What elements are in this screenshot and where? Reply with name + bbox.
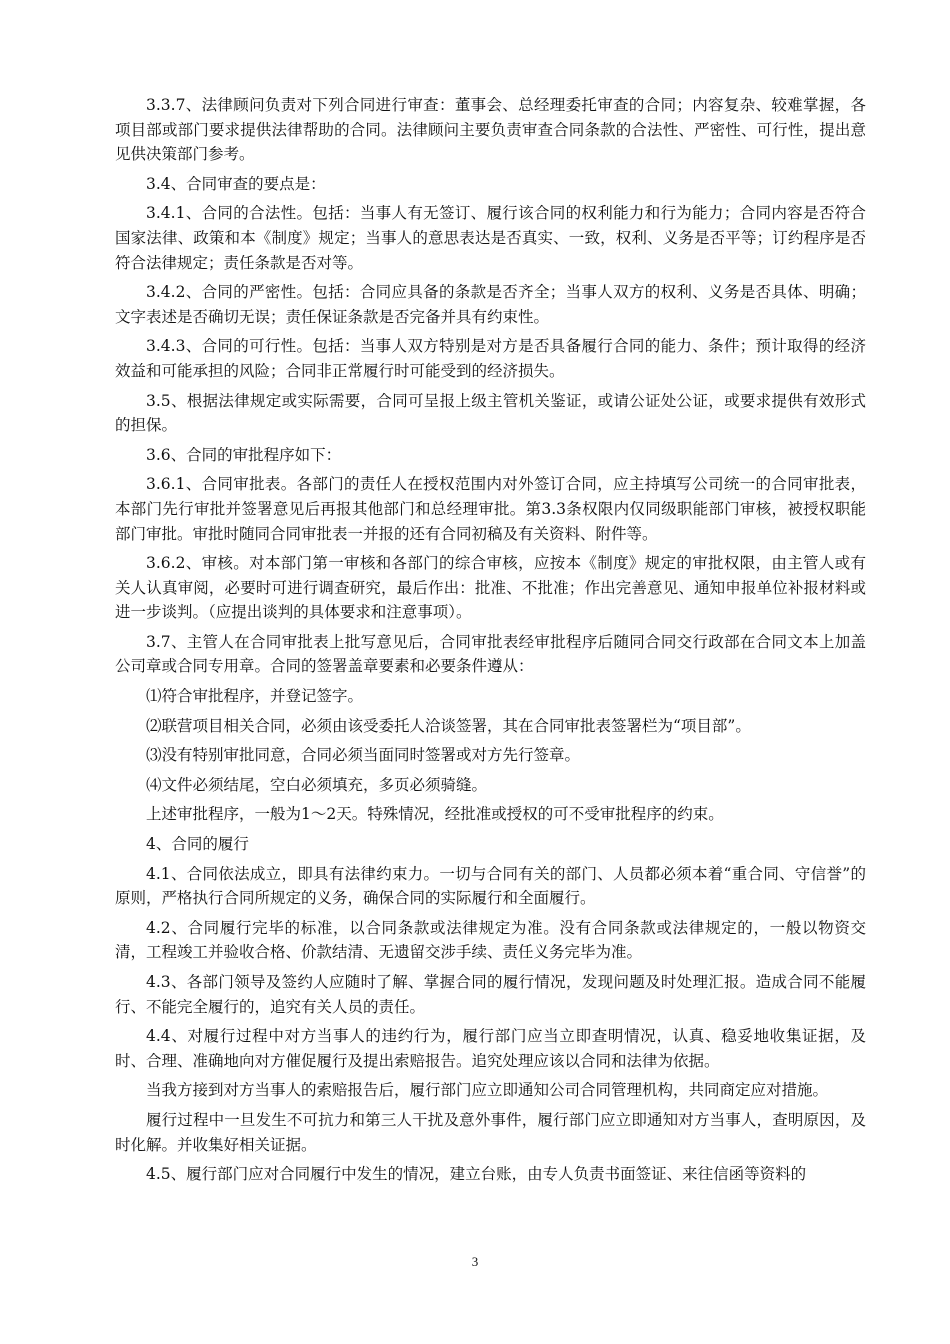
document-body: [115, 93, 866, 1192]
paragraph-3-3-7: 3.3.7、法律顾问负责对下列合同进行审查：董事会、总经理委托审查的合同；内容复杂、较难掌握，各项目部或部门要求提供法律帮助的合同。法律顾问主要负责审查合同条款的合法性、严密性、可行性，提出意见供决策部门参考。: [115, 96, 866, 164]
paragraph-4-1: 4.1、合同依法成立，即具有法律约束力。一切与合同有关的部门、人员都必须本着“重合同、守信誉”的原则，严格执行合同所规定的义务，确保合同的实际履行和全面履行。: [115, 864, 866, 908]
paragraph-3-4-2: 3.4.2、合同的严密性。包括：合同应具备的条款是否齐全；当事人双方的权利、义务是否具体、明确；文字表述是否确切无误；责任保证条款是否完备并具有约束性。: [115, 283, 866, 326]
paragraph-3-4-3: 3.4.3、合同的可行性。包括：当事人双方特别是对方是否具备履行合同的能力、条件；预计取得的经济效益和可能承担的风险；合同非正常履行时可能受到的经济损失。: [115, 337, 866, 380]
paragraph-3-4-1: 3.4.1、合同的合法性。包括：当事人有无签订、履行该合同的权利能力和行为能力；合同内容是否符合国家法律、政策和本《制度》规定；当事人的意思表达是否真实、一致，权利、义务是否平等；订约程序是否符合法律规定；责任条款是否对等。: [115, 204, 866, 272]
paragraph-3-4: 3.4、合同审查的要点是：: [146, 174, 326, 193]
paragraph-3-6: 3.6、合同的审批程序如下：: [146, 445, 342, 464]
paragraph-3-5: 3.5、根据法律规定或实际需要，合同可呈报上级主管机关鉴证，或请公证处公证，或要求提供有效形式的担保。: [115, 391, 866, 435]
paragraph-4-4: 4.4、对履行过程中对方当事人的违约行为，履行部门应当立即查明情况，认真、稳妥地收集证据，及时、合理、准确地向对方催促履行及提出索赔报告。追究处理应该以合同和法律为依据。: [115, 1027, 866, 1070]
paragraph-approval-duration: 上述审批程序，一般为1～2天。特殊情况，经批准或授权的可不受审批程序的约束。: [146, 805, 724, 824]
paragraph-4-5: 4.5、履行部门应对合同履行中发生的情况，建立台账，由专人负责书面签证、来往信函等资料的: [146, 1165, 807, 1184]
list-item-1: ⑴符合审批程序，并登记签字。: [146, 687, 364, 706]
paragraph-force-majeure: 履行过程中一旦发生不可抗力和第三人干扰及意外事件，履行部门应立即通知对方当事人，查明原因，及时化解。并收集好相关证据。: [115, 1110, 866, 1154]
page-number: 3: [471, 1254, 479, 1269]
paragraph-3-6-2: 3.6.2、审核。对本部门第一审核和各部门的综合审核，应按本《制度》规定的审批权限，由主管人或有关人认真审阅，必要时可进行调查研究，最后作出：批准、不批准；作出完善意见、通知申报单位补报材料或进一步谈判。（应提出谈判的具体要求和注意事项）。: [115, 554, 866, 622]
paragraph-3-6-1: 3.6.1、合同审批表。各部门的责任人在授权范围内对外签订合同，应主持填写公司统一的合同审批表，本部门先行审批并签署意见后再报其他部门和总经理审批。第3.3条权限内仅同级职能部门审核，被授权职能部门审批。审批时随同合同审批表一并报的还有合同初稿及有关资料、附件等。: [115, 475, 866, 543]
list-item-3: ⑶没有特别审批同意，合同必须当面同时签署或对方先行签章。: [146, 746, 581, 765]
list-item-2: ⑵联营项目相关合同，必须由该受委托人洽谈签署，其在合同审批表签署栏为“项目部”。: [146, 716, 751, 735]
paragraph-claim-report: 当我方接到对方当事人的索赔报告后，履行部门应立即通知公司合同管理机构，共同商定应对措施。: [146, 1081, 829, 1100]
list-item-4: ⑷文件必须结尾，空白必须填充，多页必须骑缝。: [146, 775, 488, 794]
paragraph-3-7: 3.7、主管人在合同审批表上批写意见后，合同审批表经审批程序后随同合同交行政部在合同文本上加盖公司章或合同专用章。合同的签署盖章要素和必要条件遵从：: [115, 632, 866, 676]
paragraph-4-2: 4.2、合同履行完毕的标准，以合同条款或法律规定为准。没有合同条款或法律规定的，一般以物资交清，工程竣工并验收合格、价款结清、无遗留交涉手续、责任义务完毕为准。: [115, 918, 866, 962]
section-heading-4: 4、合同的履行: [146, 835, 249, 854]
paragraph-4-3: 4.3、各部门领导及签约人应随时了解、掌握合同的履行情况，发现问题及时处理汇报。造成合同不能履行、不能完全履行的，追究有关人员的责任。: [115, 973, 866, 1016]
